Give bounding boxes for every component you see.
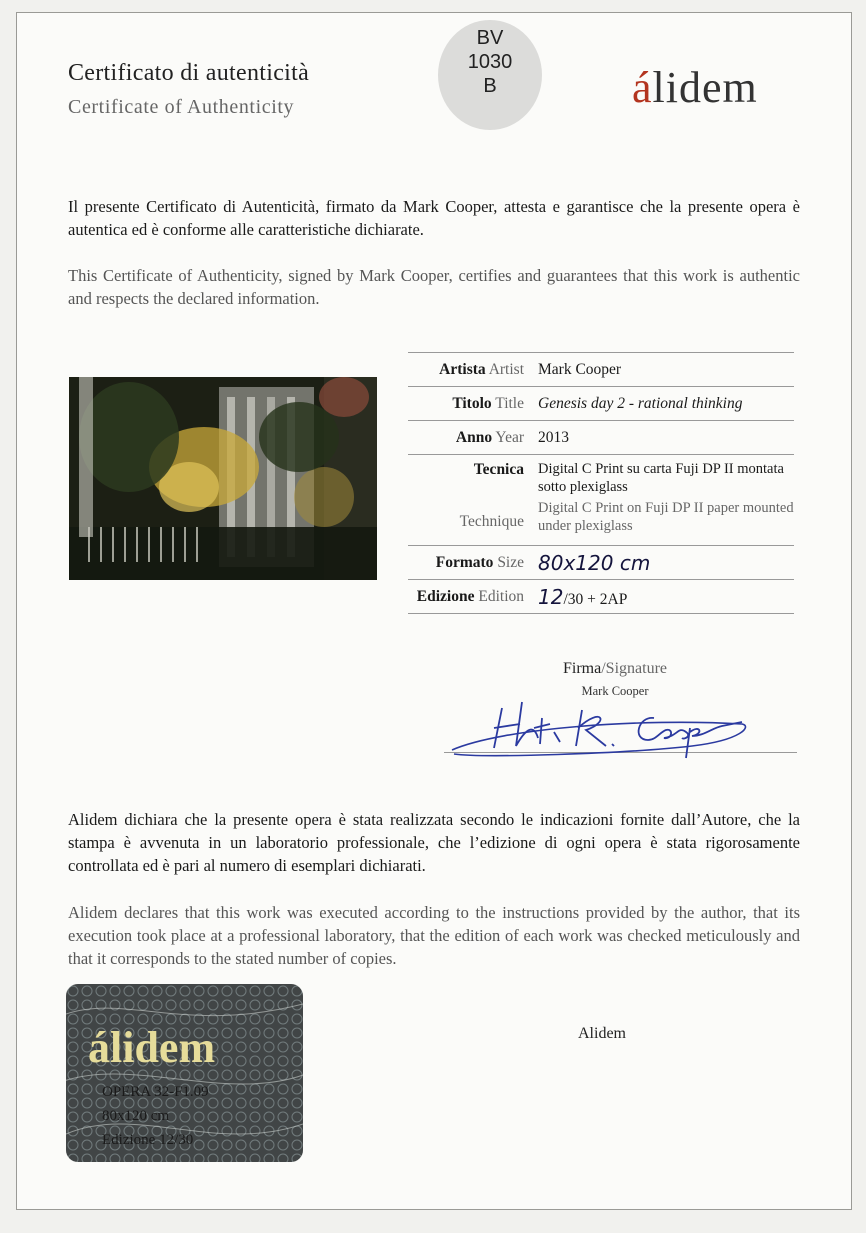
hologram-seal bbox=[66, 984, 303, 1162]
signature-label-separator: / bbox=[601, 660, 606, 677]
intro-english: This Certificate of Authenticity, signed by Mark Cooper, certifies and guarantees that this work is authentic and respects the declared information. bbox=[68, 266, 800, 308]
signature-label-en: Signature bbox=[605, 660, 667, 677]
technique-value-it: Digital C Print su carta Fuji DP II montata sotto plexiglass bbox=[538, 461, 784, 495]
inventory-stamp bbox=[438, 20, 542, 130]
edition-label-en: Edition bbox=[478, 587, 524, 605]
technique-label-it: Tecnica bbox=[473, 461, 524, 478]
stamp-line-1: BV bbox=[476, 27, 504, 49]
title-english: Certificate of Authenticity bbox=[68, 96, 295, 118]
artist-label-en: Artist bbox=[488, 360, 524, 378]
hologram-logo: álidem bbox=[88, 1023, 216, 1072]
size-label-it: Formato bbox=[435, 553, 494, 571]
edition-number-handwritten: 12 bbox=[538, 584, 564, 609]
year-label-en: Year bbox=[495, 428, 524, 446]
size-value-handwritten: 80x120 cm bbox=[538, 550, 651, 575]
declaration-english: Alidem declares that this work was executed according to the instructions provided by the author, that its execution took place at a professional laboratory, that the edition of each work was checked meticulously and that it corresponds to the stated number of copies. bbox=[68, 903, 800, 968]
year-label-it: Anno bbox=[455, 428, 493, 446]
artwork-details-table bbox=[408, 352, 794, 614]
edition-total: /30 + 2AP bbox=[563, 590, 628, 608]
edition-label-it: Edizione bbox=[416, 587, 475, 605]
declaration-italian: Alidem dichiara che la presente opera è stata realizzata secondo le indicazioni fornite dall’Autore, che la stampa è avvenuta in un laboratorio professionale, che l’edizione di ogni opera è stata rigorosamente controllata ed è pari al numero di esemplari dichiarati. bbox=[68, 810, 800, 875]
detail-row-year bbox=[408, 420, 794, 454]
title-label-en: Title bbox=[495, 394, 524, 412]
detail-row-edition bbox=[408, 579, 794, 614]
technique-value-en: Digital C Print on Fuji DP II paper mounted under plexiglass bbox=[538, 500, 794, 534]
title-value: Genesis day 2 - rational thinking bbox=[538, 394, 743, 412]
title-italian: Certificato di autenticità bbox=[68, 60, 310, 86]
hologram-line-2: 80x120 cm bbox=[102, 1108, 170, 1124]
artist-label-it: Artista bbox=[439, 360, 486, 378]
intro-italian: Il presente Certificato di Autenticità, firmato da Mark Cooper, attesta e garantisce che la presente opera è autentica ed è conforme alle caratteristiche dichiarate. bbox=[68, 197, 800, 239]
signature-label-it: Firma bbox=[563, 660, 602, 677]
artwork-thumbnail bbox=[69, 377, 377, 580]
detail-row-title bbox=[408, 386, 794, 420]
stamp-line-3: B bbox=[483, 75, 497, 97]
detail-row-technique bbox=[408, 454, 794, 545]
stamp-line-2: 1030 bbox=[467, 51, 513, 73]
hologram-line-3: Edizione 12/30 bbox=[102, 1132, 194, 1148]
detail-row-size bbox=[408, 545, 794, 579]
size-label-en: Size bbox=[497, 553, 524, 571]
artist-value: Mark Cooper bbox=[538, 360, 622, 378]
handwritten-signature bbox=[442, 688, 762, 768]
hologram-line-1: OPERA 32-F1.09 bbox=[102, 1084, 209, 1100]
detail-row-artist bbox=[408, 352, 794, 386]
alidem-logo: álidem bbox=[632, 63, 758, 112]
issuer-name: Alidem bbox=[578, 1025, 626, 1042]
technique-label-en: Technique bbox=[459, 513, 524, 530]
signature-printed-name: Mark Cooper bbox=[581, 684, 649, 698]
title-label-it: Titolo bbox=[452, 394, 492, 412]
year-value: 2013 bbox=[538, 428, 569, 446]
